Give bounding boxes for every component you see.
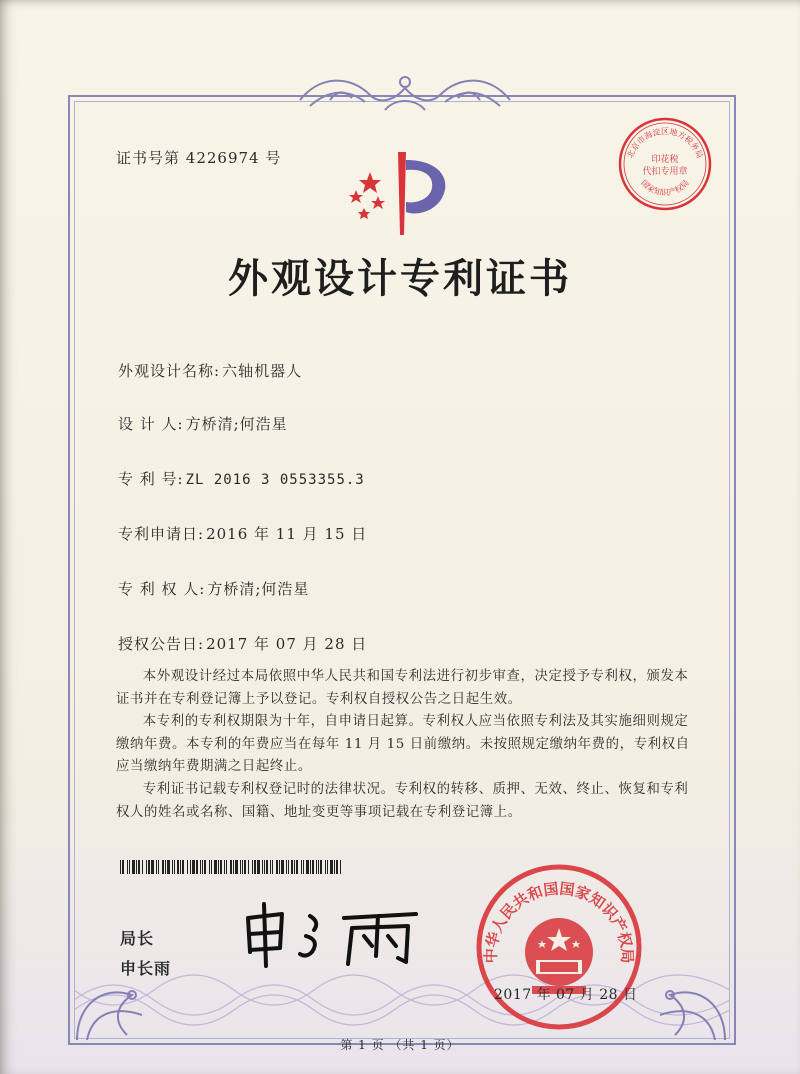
director-block bbox=[120, 924, 171, 984]
field-patentee bbox=[118, 578, 309, 599]
certificate-title: 外观设计专利证书 bbox=[228, 255, 572, 302]
tax-stamp-line-2: 代扣专用章 bbox=[642, 167, 688, 177]
barcode-bar bbox=[151, 860, 154, 874]
barcode-bar bbox=[336, 860, 338, 874]
barcode-bar bbox=[327, 860, 328, 874]
barcode-bar bbox=[281, 860, 284, 874]
barcode-bar bbox=[296, 860, 298, 874]
field-value: ZL 2016 3 0553355.3 bbox=[185, 472, 365, 488]
barcode-bar bbox=[209, 860, 210, 874]
certificate-number-label: 证书号第 bbox=[116, 149, 181, 167]
barcode-bar bbox=[220, 860, 222, 874]
barcode-bar bbox=[120, 860, 121, 874]
barcode-bar bbox=[156, 860, 157, 874]
barcode-bar bbox=[301, 860, 302, 874]
tax-stamp-outer-text: 北京市海淀区地方税务局 bbox=[625, 126, 705, 160]
barcode-bar bbox=[182, 860, 184, 874]
body-paragraph-2: 本专利的专利权期限为十年，自申请日起算。专利权人应当依照专利法及其实施细则规定缴纳年费。本专利的年费应当在每年 11 月 15 日前缴纳。未按照规定缴纳年费的，专利权自应当缴纳年费期满之日起终止。 bbox=[116, 714, 690, 775]
barcode-bar bbox=[262, 860, 263, 874]
barcode-bar bbox=[211, 860, 212, 874]
barcode-bar bbox=[276, 860, 278, 874]
barcode-bar bbox=[254, 860, 256, 874]
barcode-bar bbox=[266, 860, 268, 874]
barcode-bar bbox=[242, 860, 243, 874]
field-label: 外观设计名称: bbox=[118, 362, 221, 380]
barcode-bar bbox=[240, 860, 241, 874]
barcode-bar bbox=[132, 860, 135, 874]
barcode-bar bbox=[235, 860, 238, 874]
field-designer bbox=[118, 413, 288, 434]
barcode-bar bbox=[200, 860, 201, 874]
field-value: 六轴机器人 bbox=[222, 362, 303, 380]
barcode-bar bbox=[202, 860, 203, 874]
barcode-bar bbox=[288, 860, 289, 874]
barcode-bar bbox=[312, 860, 314, 874]
director-signature bbox=[240, 900, 430, 970]
barcode-bar bbox=[264, 860, 265, 874]
barcode-bar bbox=[334, 860, 335, 874]
barcode-bar bbox=[180, 860, 181, 874]
barcode-bar bbox=[204, 860, 206, 874]
field-value: 2017 年 07 月 28 日 bbox=[206, 635, 368, 653]
barcode-bar bbox=[272, 860, 273, 874]
barcode-bar bbox=[306, 860, 309, 874]
barcode-bar bbox=[286, 860, 287, 874]
barcode-bar bbox=[316, 860, 317, 874]
page-footer: 第 1 页 （共 1 页） bbox=[340, 1038, 460, 1052]
barcode-bar bbox=[196, 860, 198, 874]
barcode-bar bbox=[325, 860, 326, 874]
tax-stamp-icon bbox=[617, 116, 713, 212]
barcode-bar bbox=[177, 860, 179, 874]
corner-ornament-right bbox=[640, 965, 730, 1045]
barcode-bar bbox=[303, 860, 304, 874]
barcode-bar bbox=[146, 860, 147, 874]
top-ornament bbox=[290, 70, 520, 118]
barcode-bar bbox=[187, 860, 188, 874]
certificate-body bbox=[116, 666, 696, 824]
barcode-bar bbox=[310, 860, 311, 874]
certificate-number bbox=[116, 147, 281, 168]
barcode-bar bbox=[218, 860, 219, 874]
barcode-bar bbox=[172, 860, 173, 874]
barcode-bar bbox=[122, 860, 124, 874]
field-patent-number bbox=[118, 468, 365, 489]
patent-office-logo bbox=[340, 150, 460, 240]
barcode-bar bbox=[158, 860, 159, 874]
certificate-number-value: 4226974 bbox=[185, 149, 260, 167]
barcode-bar bbox=[270, 860, 271, 874]
director-name: 申长雨 bbox=[120, 959, 172, 978]
barcode-bar bbox=[320, 860, 322, 874]
barcode-bar bbox=[142, 860, 143, 874]
barcode-bar bbox=[167, 860, 170, 874]
barcode-bar bbox=[340, 860, 341, 874]
barcode-bar bbox=[318, 860, 319, 874]
barcode-bar bbox=[244, 860, 246, 874]
barcode-bar bbox=[224, 860, 225, 874]
barcode-bar bbox=[252, 860, 253, 874]
tax-stamp-bottom-text: 国家知识产权局 bbox=[639, 178, 691, 198]
barcode-bar bbox=[138, 860, 140, 874]
barcode-bar bbox=[136, 860, 137, 874]
barcode-bar bbox=[248, 860, 249, 874]
director-title: 局长 bbox=[120, 929, 155, 948]
field-value: 方桥清;何浩星 bbox=[185, 415, 288, 433]
barcode-bar bbox=[129, 860, 130, 874]
barcode-bar bbox=[279, 860, 280, 874]
barcode-bar bbox=[233, 860, 234, 874]
seal-date: 2017 年 07 月 28 日 bbox=[494, 987, 638, 1003]
barcode-bar bbox=[294, 860, 295, 874]
field-label: 专 利 权 人: bbox=[118, 580, 206, 598]
field-value: 2016 年 11 月 15 日 bbox=[206, 525, 368, 543]
barcode bbox=[120, 860, 348, 874]
field-label: 专 利 号: bbox=[118, 470, 184, 488]
barcode-bar bbox=[127, 860, 128, 874]
barcode-bar bbox=[257, 860, 260, 874]
field-grant-date bbox=[118, 633, 367, 654]
barcode-bar bbox=[165, 860, 166, 874]
seal-text: 中华人民共和国国家知识产权局 bbox=[481, 879, 637, 964]
barcode-bar bbox=[291, 860, 293, 874]
barcode-bar bbox=[162, 860, 164, 874]
field-design-name bbox=[118, 360, 302, 381]
field-label: 授权公告日: bbox=[118, 635, 205, 653]
certificate-number-suffix: 号 bbox=[265, 149, 282, 167]
tax-stamp-line-1: 印花税 bbox=[651, 155, 679, 165]
field-value: 方桥清;何浩星 bbox=[207, 580, 310, 598]
body-paragraph-1: 本外观设计经过本局依照中华人民共和国专利法进行初步审查，决定授予专利权，颁发本证书并在专利登记簿上予以登记。专利权自授权公告之日起生效。 bbox=[116, 669, 689, 707]
official-seal-icon bbox=[474, 862, 644, 1032]
barcode-bar bbox=[148, 860, 150, 874]
svg-text:国家知识产权局 bbox=[639, 178, 691, 197]
barcode-bar bbox=[230, 860, 232, 874]
barcode-bar bbox=[330, 860, 333, 874]
barcode-bar bbox=[174, 860, 175, 874]
field-application-date bbox=[118, 523, 367, 544]
barcode-bar bbox=[214, 860, 217, 874]
body-paragraph-3: 专利证书记载专利权登记时的法律状况。专利权的转移、质押、无效、终止、恢复和专利权人的姓名或名称、国籍、地址变更等事项记载在专利登记簿上。 bbox=[116, 781, 689, 820]
barcode-bar bbox=[190, 860, 191, 874]
barcode-bar bbox=[192, 860, 195, 874]
field-label: 设 计 人: bbox=[118, 415, 184, 433]
barcode-bar bbox=[226, 860, 227, 874]
field-label: 专利申请日: bbox=[118, 525, 205, 543]
